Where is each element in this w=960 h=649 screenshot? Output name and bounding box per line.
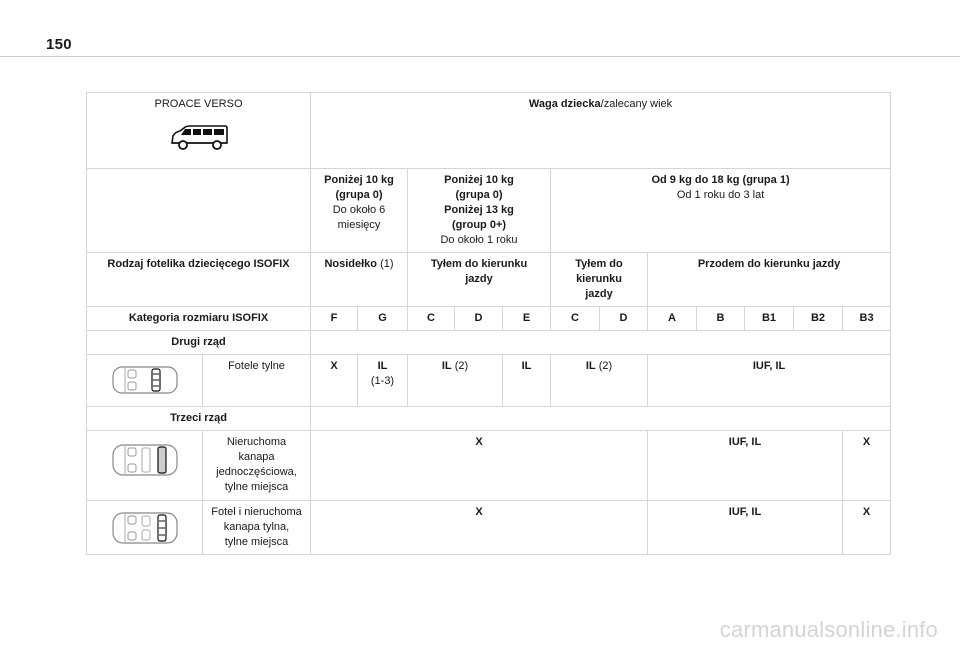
rear-facing-cell-2 (551, 253, 648, 307)
value-bold: IL (585, 360, 596, 372)
value-cell: X (843, 431, 891, 501)
seat-name (203, 431, 311, 501)
table-row (87, 355, 891, 407)
value-cell (551, 355, 648, 407)
seat-name-line: Nieruchoma (226, 436, 287, 448)
van-side-icon (169, 124, 229, 152)
group-0plus-age: Do około 1 roku (440, 234, 518, 246)
empty-cell (311, 331, 891, 355)
isofix-table (86, 92, 891, 555)
size-class-label: Kategoria rozmiaru ISOFIX (87, 307, 311, 331)
model-name: PROACE VERSO (154, 98, 243, 110)
value-cell: X (843, 501, 891, 555)
table-row (87, 501, 891, 555)
third-row-label: Trzeci rząd (87, 407, 311, 431)
seat-name-line: kanapa tylna, (223, 521, 290, 533)
weight-header-bold: Waga dziecka (528, 98, 601, 110)
carrycot-label: Nosidełko (324, 258, 378, 270)
value-cell: X (311, 501, 648, 555)
group-0-age-cont: miesięcy (337, 219, 381, 231)
value-bold: IL (441, 360, 452, 372)
size-class: G (358, 307, 408, 331)
value-cell: IUF, IL (648, 355, 891, 407)
model-cell (87, 93, 311, 169)
value-cell (408, 355, 503, 407)
rear-facing-cell (408, 253, 551, 307)
group-0-weight: Poniżej 10 kg (324, 174, 394, 186)
carrycot-note: (1) (377, 258, 394, 270)
empty-cell (311, 407, 891, 431)
seat-name-line: tylne miejsca (224, 481, 289, 493)
table-row (87, 431, 891, 501)
size-class: B1 (745, 307, 794, 331)
seat-name: Fotele tylne (203, 355, 311, 407)
weight-header-cell (311, 93, 891, 169)
size-class: C (551, 307, 600, 331)
size-class: E (503, 307, 551, 331)
size-class: D (600, 307, 648, 331)
table-row (87, 253, 891, 307)
group-0plus-name2: (group 0+) (451, 219, 507, 231)
forward-facing-cell: Przodem do kierunku jazdy (648, 253, 891, 307)
value-note: (2) (595, 360, 613, 372)
group-0plus-cell (408, 169, 551, 253)
header-rule (0, 56, 960, 57)
value-bold: IL (377, 360, 388, 372)
size-class: C (408, 307, 455, 331)
group-0-cell (311, 169, 408, 253)
seat-name-line: Fotel i nieruchoma (211, 506, 302, 518)
carrycot-cell (311, 253, 408, 307)
table-row (87, 93, 891, 169)
group-0plus-name: (grupa 0) (455, 189, 503, 201)
value-cell: IUF, IL (648, 501, 843, 555)
seat-map-cell (87, 501, 203, 555)
group-0plus-weight2: Poniżej 13 kg (444, 204, 514, 216)
seat-layout-icon (111, 511, 179, 545)
table-row (87, 331, 891, 355)
rear-facing-2-line1: Tyłem do (575, 258, 623, 270)
group-0-age: Do około 6 (332, 204, 386, 216)
size-class: F (311, 307, 358, 331)
value-cell: X (311, 431, 648, 501)
group-0-name: (grupa 0) (335, 189, 383, 201)
rear-facing-line1: Tyłem do kierunku (430, 258, 528, 270)
group-1-age: Od 1 roku do 3 lat (676, 189, 765, 201)
value-cell: IUF, IL (648, 431, 843, 501)
seat-name (203, 501, 311, 555)
value-cell (358, 355, 408, 407)
seat-name-line: tylne miejsca (224, 536, 289, 548)
group-1-cell (551, 169, 891, 253)
page-number: 150 (46, 36, 72, 53)
table-row (87, 169, 891, 253)
size-class: D (455, 307, 503, 331)
value-sub: (1-3) (370, 375, 395, 387)
seat-name-line: jednoczęściowa, (216, 466, 297, 478)
size-class: B3 (843, 307, 891, 331)
empty-cell (87, 169, 311, 253)
second-row-label: Drugi rząd (87, 331, 311, 355)
watermark: carmanualsonline.info (719, 617, 938, 642)
seat-layout-icon (111, 365, 179, 395)
table-row (87, 307, 891, 331)
value-cell: IL (503, 355, 551, 407)
size-class: B (697, 307, 745, 331)
seat-type-label: Rodzaj fotelika dziecięcego ISOFIX (87, 253, 311, 307)
value-cell: X (311, 355, 358, 407)
group-1-weight: Od 9 kg do 18 kg (grupa 1) (651, 174, 790, 186)
table-row (87, 407, 891, 431)
seat-name-line: kanapa (238, 451, 275, 463)
size-class: B2 (794, 307, 843, 331)
rear-facing-2-line3: jazdy (585, 288, 613, 300)
seat-map-cell (87, 431, 203, 501)
rear-facing-line2: jazdy (465, 273, 493, 285)
seat-map-cell (87, 355, 203, 407)
value-note: (2) (451, 360, 469, 372)
weight-header-rest: /zalecany wiek (600, 98, 673, 110)
rear-facing-2-line2: kierunku (576, 273, 622, 285)
seat-layout-icon (111, 443, 179, 477)
group-0plus-weight: Poniżej 10 kg (444, 174, 514, 186)
size-class: A (648, 307, 697, 331)
